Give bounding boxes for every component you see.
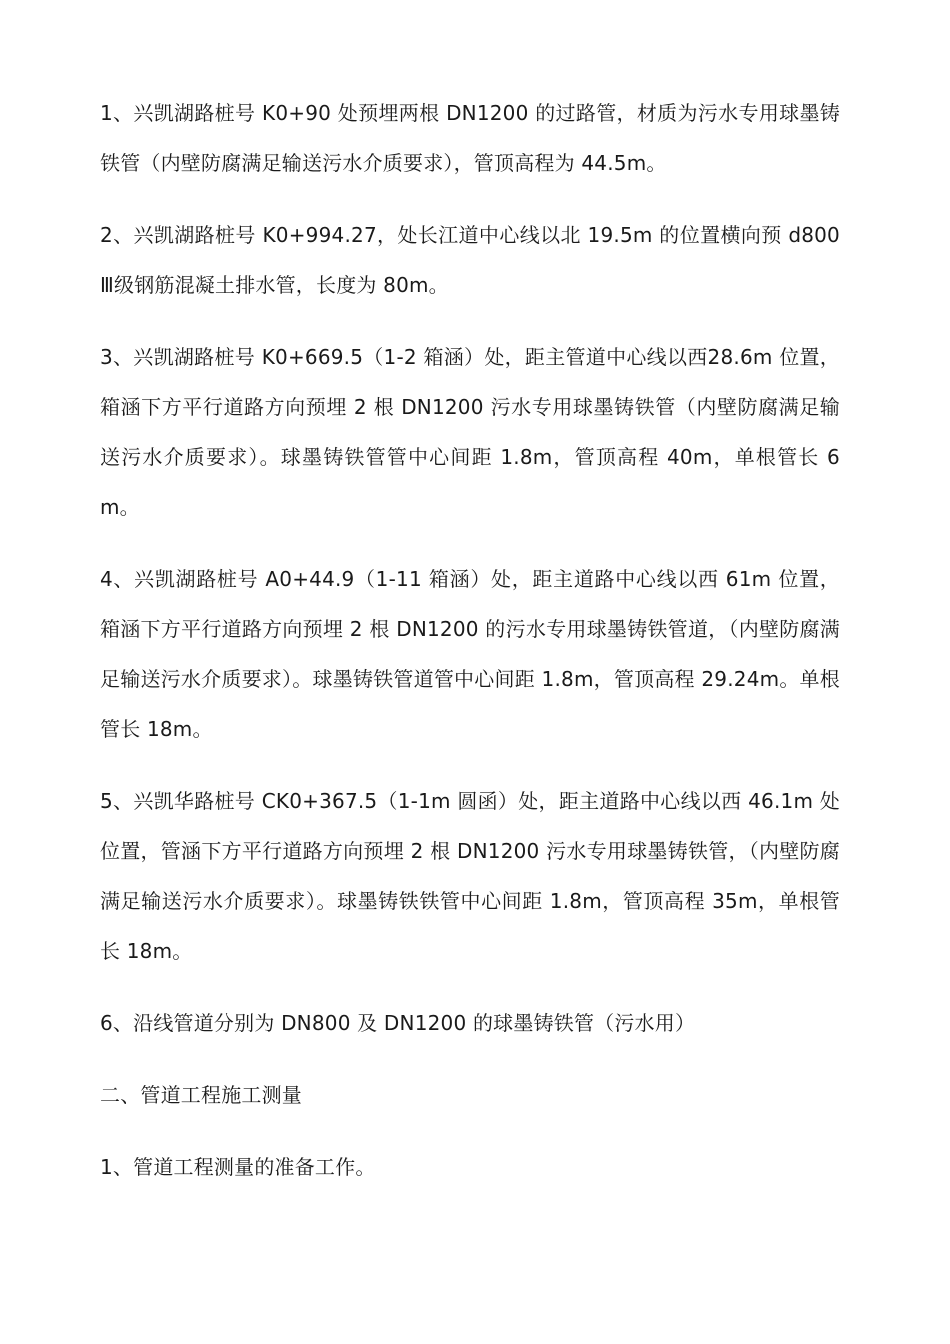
paragraph-4: 4、兴凯湖路桩号 A0+44.9（1-11 箱涵）处，距主道路中心线以西 61m 位置，箱涵下方平行道路方向预埋 2 根 DN1200 的污水专用球墨铸铁管道，（内壁防腐满足输送污水介质要求）。球墨铸铁管道管中心间距 1.8m，管顶高程 29.24m。单根管长 18m。 bbox=[100, 567, 840, 741]
subsection-heading: 1、管道工程测量的准备工作。 bbox=[100, 1155, 376, 1179]
document-body bbox=[100, 88, 840, 1214]
paragraph-2: 2、兴凯湖路桩号 K0+994.27，处长江道中心线以北 19.5m 的位置横向预 d800Ⅲ级钢筋混凝土排水管，长度为 80m。 bbox=[100, 223, 840, 297]
paragraph-6: 6、沿线管道分别为 DN800 及 DN1200 的球墨铸铁管（污水用） bbox=[100, 1011, 696, 1035]
paragraph-1: 1、兴凯湖路桩号 K0+90 处预埋两根 DN1200 的过路管，材质为污水专用球墨铸铁管（内壁防腐满足输送污水介质要求），管顶高程为 44.5m。 bbox=[100, 101, 840, 175]
section-heading: 二、管道工程施工测量 bbox=[100, 1083, 302, 1107]
paragraph-5: 5、兴凯华路桩号 CK0+367.5（1-1m 圆函）处，距主道路中心线以西 46.1m 处位置，管涵下方平行道路方向预埋 2 根 DN1200 污水专用球墨铸铁管，（内壁防腐满足输送污水介质要求）。球墨铸铁铁管中心间距 1.8m，管顶高程 35m，单根管长 18m。 bbox=[100, 789, 840, 963]
paragraph-3: 3、兴凯湖路桩号 K0+669.5（1-2 箱涵）处，距主管道中心线以西28.6m 位置，箱涵下方平行道路方向预埋 2 根 DN1200 污水专用球墨铸铁管（内壁防腐满足输送污水介质要求）。球墨铸铁管管中心间距 1.8m，管顶高程 40m，单根管长 6m。 bbox=[100, 345, 840, 519]
